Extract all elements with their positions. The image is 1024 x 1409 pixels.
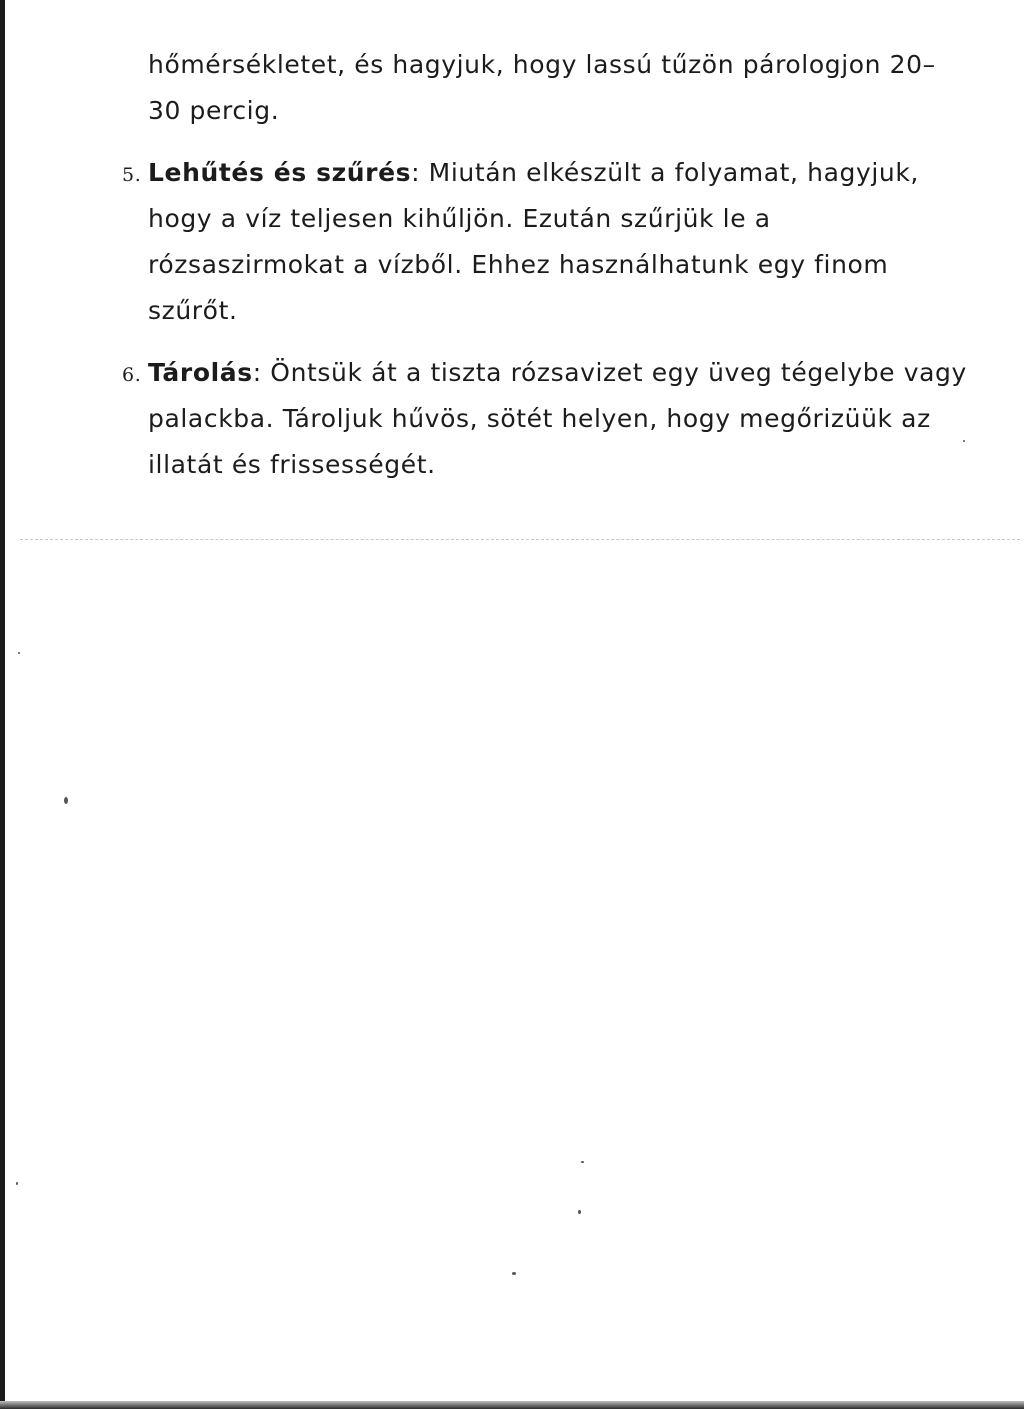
list-item-text: : Öntsük át a tiszta rózsavizet egy üveg tégelybe vagy palackba. Tároljuk hűvös, sötét helyen, hogy megőrizüük az illatát és frissességét. xyxy=(148,358,967,479)
scan-speck xyxy=(963,440,965,442)
list-item-text: : Miután elkészült a folyamat, hagyjuk, hogy a víz teljesen kihűljön. Ezután szűrjük le a rózsaszirmokat a vízből. Ehhez használhatunk egy finom szűrőt. xyxy=(148,158,919,325)
scan-speck xyxy=(578,1210,581,1214)
continuation-paragraph: hőmérsékletet, és hagyjuk, hogy lassú tűzön párologjon 20–30 percig. xyxy=(148,50,936,125)
scan-edge-left xyxy=(0,0,5,1409)
scan-speck xyxy=(64,797,68,804)
scan-speck xyxy=(18,652,20,654)
scan-speck xyxy=(512,1272,516,1275)
page-fold-line xyxy=(20,539,1020,540)
document-body xyxy=(122,42,968,488)
list-item-5 xyxy=(122,150,968,334)
list-item-number: 5. xyxy=(122,164,142,186)
list-item-title: Lehűtés és szűrés xyxy=(148,158,412,187)
list-item-6 xyxy=(122,350,968,488)
list-item-title: Tárolás xyxy=(148,358,253,387)
scan-edge-bottom xyxy=(0,1401,1024,1409)
scan-speck xyxy=(16,1182,18,1185)
list-item-number: 6. xyxy=(122,364,142,386)
scan-speck xyxy=(581,1161,584,1163)
